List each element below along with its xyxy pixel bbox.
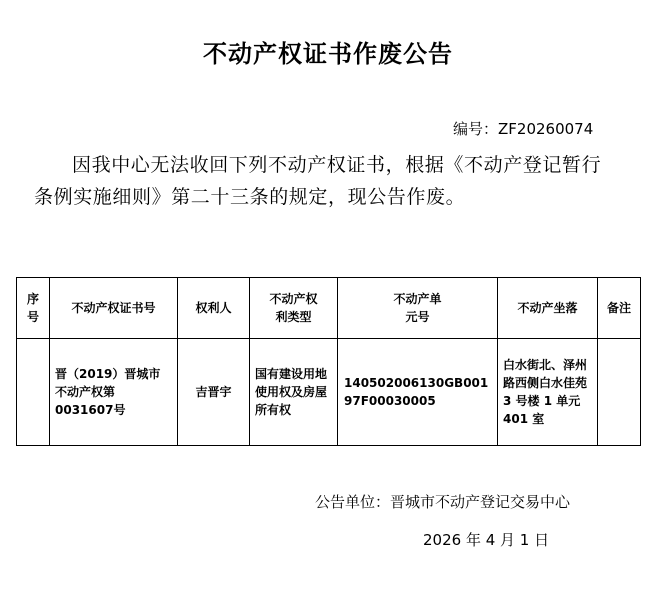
header-unit-no: 不动产单元号 bbox=[338, 278, 498, 339]
voided-certificates-table bbox=[16, 277, 641, 446]
cell-cert-no: 晋（2019）晋城市不动产权第0031607号 bbox=[50, 339, 178, 446]
notice-paragraph: 因我中心无法收回下列不动产权证书，根据《不动产登记暂行条例实施细则》第二十三条的规定，现公告作废。 bbox=[34, 154, 602, 208]
table-header-row bbox=[17, 278, 641, 339]
header-seq: 序号 bbox=[17, 278, 50, 339]
notice-title: 不动产权证书作废公告 bbox=[203, 40, 453, 68]
header-owner: 权利人 bbox=[178, 278, 250, 339]
cell-owner: 吉晋宇 bbox=[178, 339, 250, 446]
header-cert-no: 不动产权证书号 bbox=[50, 278, 178, 339]
issuing-organization: 公告单位：晋城市不动产登记交易中心 bbox=[315, 493, 571, 511]
notice-date: 2026 年 4 月 1 日 bbox=[423, 531, 550, 549]
header-remark: 备注 bbox=[598, 278, 641, 339]
table-row bbox=[17, 339, 641, 446]
cell-seq bbox=[17, 339, 50, 446]
header-location: 不动产坐落 bbox=[498, 278, 598, 339]
cell-unit-no: 140502006130GB00197F00030005 bbox=[338, 339, 498, 446]
cell-remark bbox=[598, 339, 641, 446]
header-right-type: 不动产权利类型 bbox=[250, 278, 338, 339]
cell-location: 白水街北、泽州路西侧白水佳苑 3 号楼 1 单元 401 室 bbox=[498, 339, 598, 446]
cell-right-type: 国有建设用地使用权及房屋所有权 bbox=[250, 339, 338, 446]
document-number: 编号：ZF20260074 bbox=[453, 120, 594, 138]
